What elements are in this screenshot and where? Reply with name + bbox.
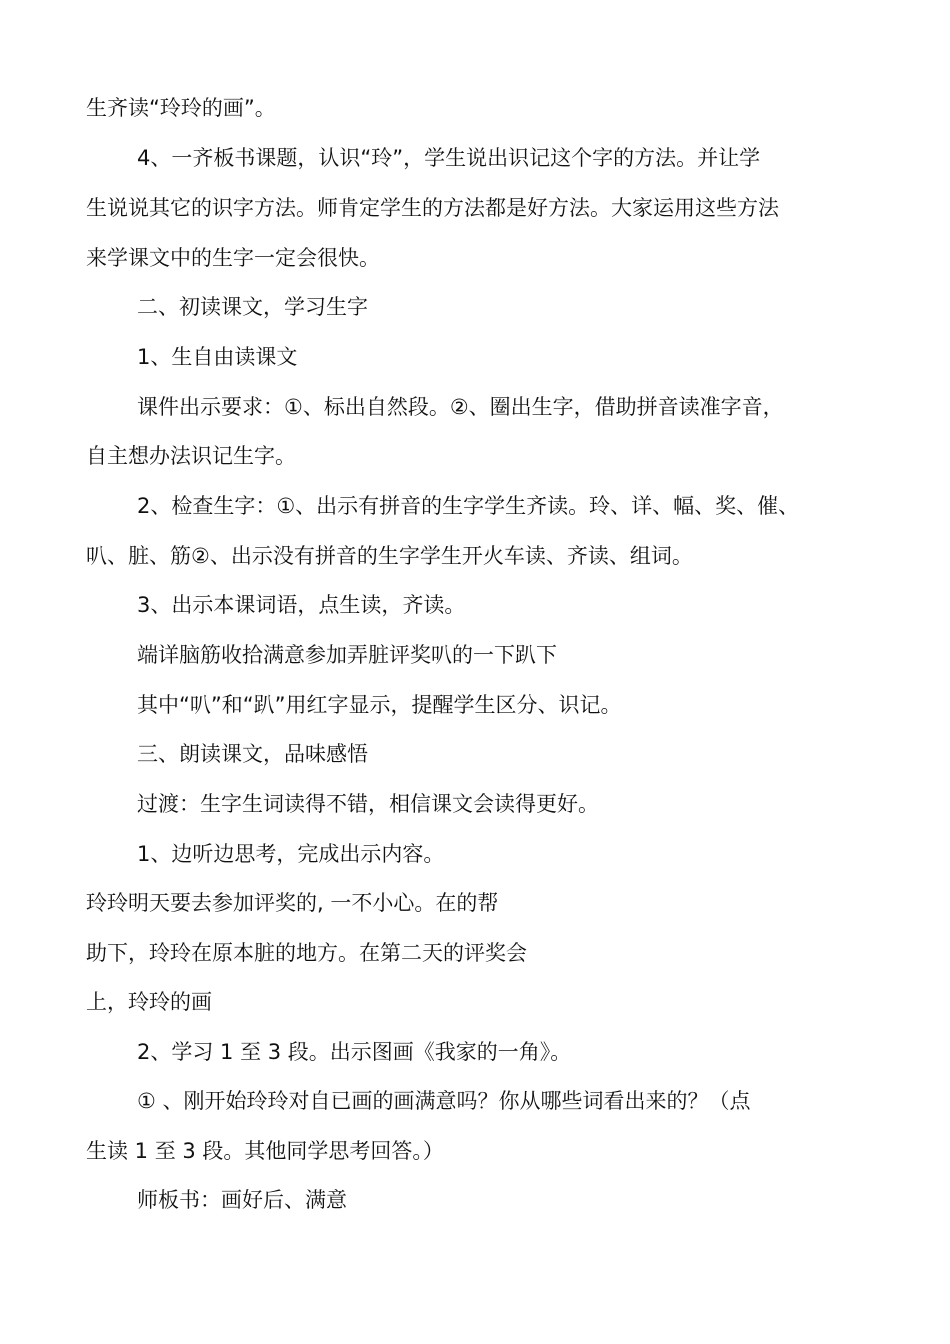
text-line: 上，玲玲的画 (86, 990, 212, 1014)
section-heading: 三、朗读课文，品味感悟 (137, 742, 368, 766)
text-line: 课件出示要求：①、标出自然段。②、圈出生字，借助拼音读准字音， (137, 395, 784, 419)
text-line: 师板书：画好后、满意 (137, 1188, 347, 1212)
text-line: ① 、刚开始玲玲对自已画的画满意吗？你从哪些词看出来的？（点 (137, 1089, 751, 1113)
text-line: 自主想办法识记生字。 (86, 444, 296, 468)
text-line: 2、学习 1 至 3 段。出示图画《我家的一角》。 (137, 1040, 572, 1064)
text-line: 端详脑筋收拾满意参加弄脏评奖叭的一下趴下 (137, 643, 557, 667)
text-line: 2、检查生字：①、出示有拼音的生字学生齐读。玲、详、幅、奖、催、 (137, 494, 800, 518)
text-line: 1、生自由读课文 (137, 345, 298, 369)
text-line: 生齐读“玲玲的画”。 (86, 96, 276, 120)
section-heading: 二、初读课文，学习生字 (137, 295, 368, 319)
text-line: 4、一齐板书课题，认识“玲”，学生说出识记这个字的方法。并让学 (137, 146, 761, 170)
text-line: 助下，玲玲在原本脏的地方。在第二天的评奖会 (86, 941, 527, 965)
text-line: 1、边听边思考，完成出示内容。 (137, 842, 445, 866)
text-line: 3、出示本课词语，点生读，齐读。 (137, 593, 466, 617)
text-line: 其中“叭”和“趴”用红字显示，提醒学生区分、识记。 (137, 693, 622, 717)
text-line: 生读 1 至 3 段。其他同学思考回答。） (86, 1139, 444, 1163)
text-line: 叭、脏、筋②、出示没有拼音的生字学生开火车读、齐读、组词。 (86, 544, 693, 568)
text-line: 生说说其它的识字方法。师肯定学生的方法都是好方法。大家运用这些方法 (86, 196, 779, 220)
text-line: 过渡：生字生词读得不错，相信课文会读得更好。 (137, 792, 599, 816)
text-line: 来学课文中的生字一定会很快。 (86, 246, 380, 270)
text-line: 玲玲明天要去参加评奖的, 一不小心。在的帮 (86, 891, 499, 915)
